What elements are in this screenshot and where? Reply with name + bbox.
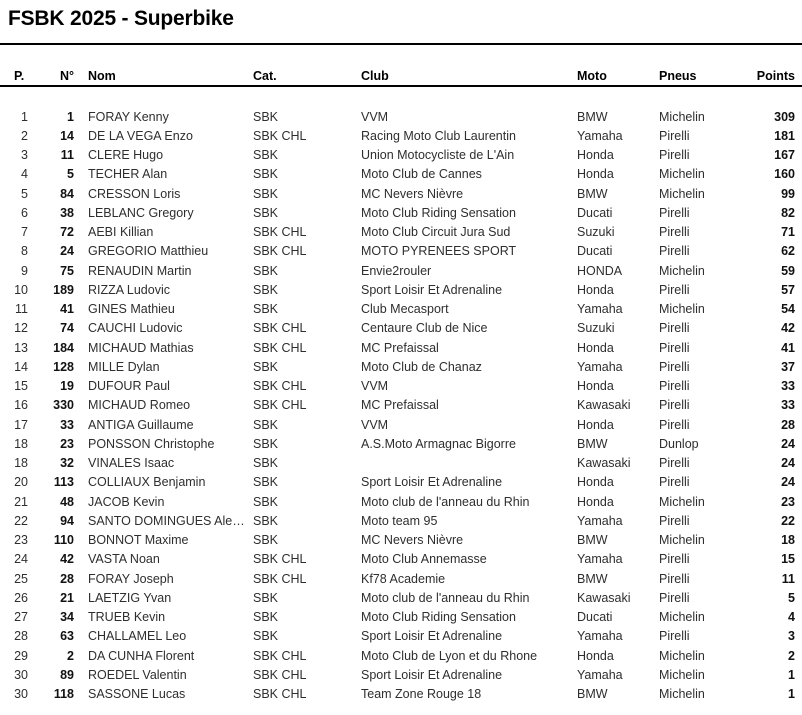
cell-club: Team Zone Rouge 18	[361, 687, 482, 702]
cell-moto: BMW	[577, 436, 608, 451]
cell-name: DA CUNHA Florent	[88, 648, 195, 663]
cell-club: Centaure Club de Nice	[361, 321, 488, 336]
cell-position: 25	[14, 571, 28, 586]
table-row	[0, 608, 802, 627]
cell-category: SBK	[253, 186, 279, 201]
table-row	[0, 550, 802, 569]
cell-tyres: Pirelli	[659, 629, 690, 644]
cell-category: SBK CHL	[253, 321, 307, 336]
cell-tyres: Dunlop	[659, 436, 699, 451]
cell-moto: Ducati	[577, 610, 613, 625]
table-row	[0, 300, 802, 319]
cell-category: SBK CHL	[253, 128, 307, 143]
cell-tyres: Pirelli	[659, 398, 690, 413]
cell-name: VINALES Isaac	[88, 456, 175, 471]
cell-club: Moto club de l'anneau du Rhin	[361, 590, 530, 605]
cell-club: Kf78 Academie	[361, 571, 446, 586]
cell-position: 2	[21, 128, 28, 143]
cell-position: 30	[14, 687, 28, 702]
page-title: FSBK 2025 - Superbike	[8, 7, 234, 30]
cell-points: 11	[781, 571, 795, 586]
header-tyres: Pneus	[659, 69, 697, 83]
cell-category: SBK	[253, 359, 279, 374]
cell-position: 23	[14, 533, 28, 548]
cell-position: 15	[14, 379, 28, 394]
cell-points: 71	[781, 225, 795, 240]
cell-category: SBK	[253, 494, 279, 509]
cell-club: Racing Moto Club Laurentin	[361, 128, 516, 143]
cell-category: SBK CHL	[253, 398, 307, 413]
cell-position: 6	[21, 205, 28, 220]
cell-category: SBK	[253, 282, 279, 297]
cell-club: VVM	[361, 417, 389, 432]
cell-moto: Suzuki	[577, 321, 615, 336]
cell-tyres: Pirelli	[659, 321, 690, 336]
cell-tyres: Michelin	[659, 186, 705, 201]
cell-moto: Honda	[577, 475, 614, 490]
cell-number: 38	[60, 205, 74, 220]
cell-category: SBK	[253, 417, 279, 432]
cell-number: 48	[60, 494, 74, 509]
cell-tyres: Pirelli	[659, 148, 690, 163]
table-row	[0, 377, 802, 396]
cell-position: 9	[21, 263, 28, 278]
cell-points: 33	[781, 379, 795, 394]
cell-position: 12	[14, 321, 28, 336]
cell-name: GREGORIO Matthieu	[88, 244, 209, 259]
table-body	[0, 107, 802, 704]
cell-tyres: Michelin	[659, 667, 705, 682]
cell-name: VASTA Noan	[88, 552, 160, 567]
cell-number: 1	[67, 109, 74, 124]
cell-number: 118	[53, 687, 74, 702]
cell-number: 2	[67, 648, 74, 663]
cell-name: LAETZIG Yvan	[88, 590, 172, 605]
header-number: N°	[59, 69, 74, 83]
cell-points: 28	[781, 417, 795, 432]
table-row	[0, 415, 802, 434]
cell-name: MICHAUD Mathias	[88, 340, 194, 355]
cell-number: 72	[60, 225, 74, 240]
table-row	[0, 280, 802, 299]
cell-tyres: Pirelli	[659, 417, 690, 432]
cell-name: ROEDEL Valentin	[88, 667, 187, 682]
table-row	[0, 511, 802, 530]
cell-club: Moto Club Riding Sensation	[361, 610, 516, 625]
cell-position: 3	[21, 148, 28, 163]
cell-position: 30	[14, 667, 28, 682]
cell-name: TECHER Alan	[88, 167, 168, 182]
cell-moto: Honda	[577, 282, 614, 297]
table-row	[0, 223, 802, 242]
cell-moto: BMW	[577, 571, 608, 586]
cell-number: 11	[60, 148, 74, 163]
cell-moto: HONDA	[577, 263, 623, 278]
cell-points: 22	[781, 513, 795, 528]
cell-position: 10	[14, 282, 28, 297]
cell-tyres: Pirelli	[659, 379, 690, 394]
cell-club: Sport Loisir Et Adrenaline	[361, 475, 503, 490]
table-row	[0, 338, 802, 357]
cell-moto: Kawasaki	[577, 456, 631, 471]
cell-number: 33	[60, 417, 74, 432]
cell-moto: Yamaha	[577, 302, 623, 317]
cell-club: Moto club de l'anneau du Rhin	[361, 494, 530, 509]
table-row	[0, 685, 802, 704]
cell-tyres: Pirelli	[659, 359, 690, 374]
cell-number: 42	[60, 552, 74, 567]
table-row	[0, 569, 802, 588]
cell-number: 189	[53, 282, 74, 297]
cell-points: 42	[781, 321, 795, 336]
cell-moto: Yamaha	[577, 513, 623, 528]
cell-position: 20	[14, 475, 28, 490]
cell-points: 24	[781, 475, 795, 490]
cell-tyres: Pirelli	[659, 225, 690, 240]
cell-club: VVM	[361, 109, 389, 124]
cell-club: MC Prefaissal	[361, 398, 439, 413]
cell-tyres: Michelin	[659, 263, 705, 278]
cell-position: 29	[14, 648, 28, 663]
cell-category: SBK CHL	[253, 244, 307, 259]
header-moto: Moto	[577, 69, 607, 83]
cell-category: SBK	[253, 205, 279, 220]
cell-number: 89	[60, 667, 74, 682]
cell-number: 19	[60, 379, 74, 394]
cell-tyres: Pirelli	[659, 128, 690, 143]
cell-category: SBK CHL	[253, 648, 307, 663]
table-row	[0, 396, 802, 415]
cell-points: 41	[781, 340, 795, 355]
cell-name: DE LA VEGA Enzo	[88, 128, 193, 143]
cell-club: Moto Club de Chanaz	[361, 359, 482, 374]
table-row	[0, 126, 802, 145]
cell-category: SBK CHL	[253, 379, 307, 394]
table-row	[0, 357, 802, 376]
cell-category: SBK	[253, 456, 279, 471]
cell-club: Moto Club Annemasse	[361, 552, 487, 567]
cell-position: 28	[14, 629, 28, 644]
cell-number: 34	[60, 610, 74, 625]
cell-category: SBK	[253, 148, 279, 163]
cell-number: 94	[60, 513, 74, 528]
cell-moto: BMW	[577, 186, 608, 201]
cell-position: 18	[14, 436, 28, 451]
cell-moto: Ducati	[577, 244, 613, 259]
cell-number: 74	[60, 321, 74, 336]
cell-name: MICHAUD Romeo	[88, 398, 191, 413]
cell-points: 37	[781, 359, 795, 374]
cell-club: Moto team 95	[361, 513, 438, 528]
cell-tyres: Michelin	[659, 167, 705, 182]
header-name: Nom	[88, 69, 116, 83]
cell-club: Envie2rouler	[361, 263, 432, 278]
cell-moto: Kawasaki	[577, 398, 631, 413]
cell-name: TRUEB Kevin	[88, 610, 166, 625]
cell-club: MOTO PYRENEES SPORT	[361, 244, 517, 259]
cell-tyres: Pirelli	[659, 475, 690, 490]
table-header-row	[0, 68, 802, 84]
cell-name: CLERE Hugo	[88, 148, 164, 163]
cell-club: Union Motocycliste de L'Ain	[361, 148, 515, 163]
cell-position: 4	[21, 167, 28, 182]
cell-points: 24	[781, 436, 795, 451]
cell-points: 59	[781, 263, 795, 278]
cell-club: Moto Club de Cannes	[361, 167, 482, 182]
cell-tyres: Michelin	[659, 687, 705, 702]
cell-tyres: Pirelli	[659, 513, 690, 528]
cell-category: SBK	[253, 533, 279, 548]
cell-tyres: Pirelli	[659, 205, 690, 220]
cell-club: Sport Loisir Et Adrenaline	[361, 667, 503, 682]
table-row	[0, 473, 802, 492]
cell-category: SBK	[253, 263, 279, 278]
cell-position: 17	[14, 417, 28, 432]
cell-name: CAUCHI Ludovic	[88, 321, 183, 336]
cell-number: 330	[53, 398, 74, 413]
cell-position: 27	[14, 610, 28, 625]
cell-points: 18	[781, 533, 795, 548]
cell-position: 16	[14, 398, 28, 413]
cell-points: 5	[788, 590, 795, 605]
cell-points: 2	[788, 648, 795, 663]
table-row	[0, 454, 802, 473]
cell-number: 128	[53, 359, 74, 374]
cell-position: 7	[21, 225, 28, 240]
cell-moto: Honda	[577, 494, 614, 509]
cell-moto: BMW	[577, 109, 608, 124]
cell-club: A.S.Moto Armagnac Bigorre	[361, 436, 516, 451]
table-row	[0, 165, 802, 184]
cell-name: COLLIAUX Benjamin	[88, 475, 206, 490]
cell-moto: Yamaha	[577, 359, 623, 374]
table-row	[0, 588, 802, 607]
cell-name: MILLE Dylan	[88, 359, 160, 374]
cell-number: 63	[60, 629, 74, 644]
cell-points: 4	[788, 610, 795, 625]
cell-club: Sport Loisir Et Adrenaline	[361, 282, 503, 297]
cell-position: 22	[14, 513, 28, 528]
cell-points: 15	[781, 552, 795, 567]
cell-number: 24	[60, 244, 74, 259]
cell-points: 24	[781, 456, 795, 471]
cell-moto: Honda	[577, 167, 614, 182]
cell-position: 26	[14, 590, 28, 605]
table-row	[0, 203, 802, 222]
cell-name: DUFOUR Paul	[88, 379, 170, 394]
cell-moto: Honda	[577, 379, 614, 394]
cell-tyres: Pirelli	[659, 552, 690, 567]
cell-category: SBK	[253, 610, 279, 625]
cell-category: SBK	[253, 302, 279, 317]
cell-club: VVM	[361, 379, 389, 394]
cell-number: 75	[60, 263, 74, 278]
cell-name: PONSSON Christophe	[88, 436, 215, 451]
title-divider	[0, 43, 802, 45]
cell-points: 181	[774, 128, 795, 143]
cell-name: GINES Mathieu	[88, 302, 175, 317]
header-club: Club	[361, 69, 389, 83]
cell-tyres: Pirelli	[659, 244, 690, 259]
cell-tyres: Michelin	[659, 533, 705, 548]
cell-number: 21	[60, 590, 74, 605]
cell-club: Sport Loisir Et Adrenaline	[361, 629, 503, 644]
cell-number: 14	[60, 128, 74, 143]
cell-tyres: Pirelli	[659, 340, 690, 355]
cell-position: 8	[21, 244, 28, 259]
cell-moto: Honda	[577, 340, 614, 355]
header-category: Cat.	[253, 69, 277, 83]
cell-tyres: Michelin	[659, 610, 705, 625]
cell-number: 23	[60, 436, 74, 451]
cell-tyres: Michelin	[659, 302, 705, 317]
cell-points: 1	[788, 687, 795, 702]
cell-category: SBK CHL	[253, 571, 307, 586]
cell-category: SBK	[253, 590, 279, 605]
cell-club: Club Mecasport	[361, 302, 449, 317]
cell-position: 18	[14, 456, 28, 471]
table-row	[0, 146, 802, 165]
cell-name: BONNOT Maxime	[88, 533, 189, 548]
cell-points: 62	[781, 244, 795, 259]
cell-number: 84	[60, 186, 74, 201]
cell-points: 309	[774, 109, 795, 124]
cell-category: SBK	[253, 513, 279, 528]
cell-club: Moto Club de Lyon et du Rhone	[361, 648, 538, 663]
cell-tyres: Pirelli	[659, 456, 690, 471]
cell-points: 99	[781, 186, 795, 201]
cell-moto: BMW	[577, 533, 608, 548]
cell-position: 24	[14, 552, 28, 567]
cell-moto: Suzuki	[577, 225, 615, 240]
cell-name: SANTO DOMINGUES Ale…	[88, 513, 245, 528]
cell-name: AEBI Killian	[88, 225, 154, 240]
header-position: P.	[14, 69, 25, 83]
cell-position: 11	[15, 302, 28, 317]
cell-moto: Ducati	[577, 205, 613, 220]
table-row	[0, 261, 802, 280]
table-row	[0, 434, 802, 453]
cell-moto: Honda	[577, 148, 614, 163]
table-row	[0, 492, 802, 511]
cell-club: MC Nevers Nièvre	[361, 533, 464, 548]
cell-position: 14	[14, 359, 28, 374]
cell-category: SBK	[253, 629, 279, 644]
cell-position: 21	[14, 494, 28, 509]
cell-moto: Yamaha	[577, 629, 623, 644]
cell-tyres: Michelin	[659, 648, 705, 663]
cell-points: 167	[774, 148, 795, 163]
cell-number: 5	[67, 167, 74, 182]
header-divider	[0, 85, 802, 87]
header-points: Points	[756, 69, 795, 83]
cell-moto: BMW	[577, 687, 608, 702]
cell-moto: Yamaha	[577, 552, 623, 567]
cell-name: ANTIGA Guillaume	[88, 417, 194, 432]
cell-number: 32	[60, 456, 74, 471]
cell-points: 3	[788, 629, 795, 644]
table-row	[0, 107, 802, 126]
cell-name: FORAY Kenny	[88, 109, 169, 124]
table-row	[0, 184, 802, 203]
table-row	[0, 627, 802, 646]
cell-club: MC Nevers Nièvre	[361, 186, 464, 201]
cell-category: SBK CHL	[253, 552, 307, 567]
cell-points: 54	[781, 302, 795, 317]
table-row	[0, 646, 802, 665]
cell-moto: Yamaha	[577, 128, 623, 143]
cell-position: 13	[14, 340, 28, 355]
cell-name: LEBLANC Gregory	[88, 205, 194, 220]
cell-name: JACOB Kevin	[88, 494, 165, 509]
cell-name: CHALLAMEL Leo	[88, 629, 187, 644]
table-row	[0, 531, 802, 550]
cell-name: SASSONE Lucas	[88, 687, 186, 702]
table-row	[0, 319, 802, 338]
cell-position: 5	[21, 186, 28, 201]
cell-moto: Kawasaki	[577, 590, 631, 605]
cell-name: RIZZA Ludovic	[88, 282, 170, 297]
cell-club: MC Prefaissal	[361, 340, 439, 355]
cell-category: SBK CHL	[253, 225, 307, 240]
cell-name: FORAY Joseph	[88, 571, 174, 586]
cell-tyres: Pirelli	[659, 571, 690, 586]
cell-name: CRESSON Loris	[88, 186, 181, 201]
cell-number: 41	[60, 302, 74, 317]
cell-category: SBK	[253, 475, 279, 490]
table-row	[0, 665, 802, 684]
cell-club: Moto Club Riding Sensation	[361, 205, 516, 220]
cell-moto: Honda	[577, 648, 614, 663]
cell-points: 33	[781, 398, 795, 413]
cell-club: Moto Club Circuit Jura Sud	[361, 225, 511, 240]
cell-number: 110	[53, 533, 74, 548]
cell-points: 1	[788, 667, 795, 682]
cell-category: SBK CHL	[253, 340, 307, 355]
cell-category: SBK	[253, 167, 279, 182]
cell-points: 160	[774, 167, 795, 182]
cell-tyres: Michelin	[659, 494, 705, 509]
cell-position: 1	[21, 109, 28, 124]
cell-tyres: Pirelli	[659, 282, 690, 297]
cell-name: RENAUDIN Martin	[88, 263, 192, 278]
cell-tyres: Pirelli	[659, 590, 690, 605]
cell-moto: Yamaha	[577, 667, 623, 682]
cell-number: 113	[53, 475, 74, 490]
cell-points: 57	[781, 282, 795, 297]
cell-category: SBK CHL	[253, 687, 307, 702]
cell-number: 184	[53, 340, 74, 355]
cell-category: SBK	[253, 109, 279, 124]
cell-points: 82	[781, 205, 795, 220]
cell-moto: Honda	[577, 417, 614, 432]
cell-points: 23	[781, 494, 795, 509]
cell-number: 28	[60, 571, 74, 586]
cell-tyres: Michelin	[659, 109, 705, 124]
cell-category: SBK	[253, 436, 279, 451]
table-row	[0, 242, 802, 261]
cell-category: SBK CHL	[253, 667, 307, 682]
